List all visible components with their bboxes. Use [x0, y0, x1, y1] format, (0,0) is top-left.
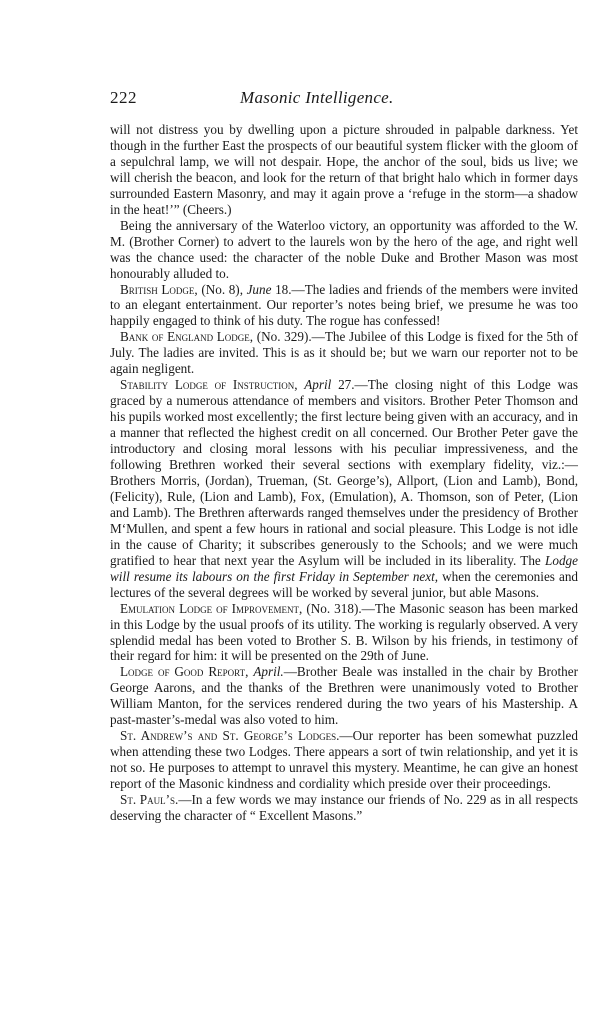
paragraph-lodge-of-good-report	[110, 664, 578, 728]
paragraph-st-pauls	[110, 792, 578, 824]
paragraph-emulation-lodge	[110, 601, 578, 665]
paragraph-text: —Our reporter has been somewhat puzzled when attending these two Lodges. There appears a sort of twin relationship, and yet it is not so. He purposes to attempt to unravel this mystery. Meantime, he can give an honest report of the Masonic kindness and cordiality which preside over their proceedings.	[110, 728, 578, 792]
paragraph-text: will not distress you by dwelling upon a picture shrouded in palpable darkness. Yet though in the further East the prospects of our beautiful system flicker with the gloom of a sepulchral lamp, we will not despair. Hope, the anchor of the soul, bids us live; we will cherish the beacon, and look for the return of that bright halo which in former days surrounded Eastern Masonry, and may it again prove a ‘refuge in the storm—a shadow in the heat!’” (Cheers.)	[110, 122, 578, 217]
italic-notice: Lodge will resume its labours on the first Friday in September next,	[110, 552, 578, 584]
page-number: 222	[110, 88, 137, 107]
report-date: April.	[253, 664, 284, 680]
paragraph-text: when the ceremonies and lectures of the several degrees will be worked by several junior, but able Masons.	[110, 568, 579, 600]
paragraph-st-andrews-st-georges	[110, 728, 578, 792]
running-title: Masonic Intelligence.	[240, 88, 394, 107]
paragraph-text: (No. 318).—The Masonic season has been marked in this Lodge by the usual proofs of its utility. The working is regularly observed. A very splendid medal has been voted to Brother S. B. Wilson by his friends, in testimony of their regard for him: it will be presented on the 29th of June.	[110, 600, 578, 664]
paragraph-eastern-masonry	[110, 122, 578, 218]
paragraph-text: (No. 8),	[197, 281, 247, 297]
paragraph-text: 18.—The ladies and friends of the members were invited to an elegant entertainment. Our reporter’s notes being brief, we presume he was too happily engaged to think of his duty. The rogue has confessed!	[110, 281, 578, 329]
paragraph-text: —Brother Beale was installed in the chair by Brother George Aarons, and the thanks of the Brethren were unanimously voted to Brother William Manton, for the services rendered during the two years of his Mastership. A past-master’s-medal was also voted to him.	[110, 664, 578, 728]
lodge-name: Stability Lodge of Instruction,	[120, 377, 298, 393]
running-head	[110, 88, 578, 114]
lodge-name: British Lodge,	[120, 281, 198, 297]
book-page	[110, 88, 578, 824]
lodge-name: Bank of England Lodge,	[120, 329, 254, 345]
lodge-name: St. Andrew’s and St. George’s Lodges.	[120, 728, 340, 744]
report-date: April	[304, 377, 332, 393]
paragraph-text: —In a few words we may instance our friends of No. 229 as in all respects deserving the character of “ Excellent Masons.”	[110, 792, 578, 823]
paragraph-text: 27.—The closing night of this Lodge was graced by a numerous attendance of members and visitors. Brother Peter Thomson and his pupils worked most excellently; the first lecture being given with an accuracy, and in a manner that reflected the highest credit on all concerned. Our Brother Peter gave the introductory and closing moral lessons with his peculiar impressiveness, and the following Brethren worked their several sections with exemplary fidelity, viz.:—Brothers Morris, (Jordan), Trueman, (St. George’s), Allport, (Lion and Lamb), Bond, (Felicity), Rule, (Lion and Lamb), Fox, (Emulation), A. Thomson, son of Peter, (Lion and Lamb). The Brethren afterwards ranged themselves under the presidency of Brother M‘Mullen, and spent a few hours in rational and social pleasure. This Lodge is not idle in the cause of Charity; it subscribes generously to the Schools; and we were much gratified to hear that next year the Asylum will be included in its liberality. The	[110, 377, 578, 568]
report-date: June	[246, 281, 272, 297]
lodge-name: St. Paul’s.	[120, 792, 179, 808]
paragraph-text: (No. 329).—The Jubilee of this Lodge is fixed for the 5th of July. The ladies are invited. This is as it should be; but we warn our reporter not to be again negligent.	[110, 329, 578, 377]
lodge-name: Emulation Lodge of Improvement,	[120, 600, 303, 616]
article-body	[110, 122, 578, 824]
paragraph-waterloo-anniversary	[110, 218, 578, 282]
paragraph-stability-lodge	[110, 377, 578, 600]
paragraph-text: Being the anniversary of the Waterloo victory, an opportunity was afforded to the W. M. (Brother Corner) to advert to the laurels won by the hero of the age, and right well was the chance used: the character of the noble Duke and Brother Mason was most honourably alluded to.	[110, 217, 578, 281]
paragraph-bank-of-england-lodge	[110, 329, 578, 377]
lodge-name: Lodge of Good Report,	[120, 664, 249, 680]
paragraph-british-lodge	[110, 282, 578, 330]
